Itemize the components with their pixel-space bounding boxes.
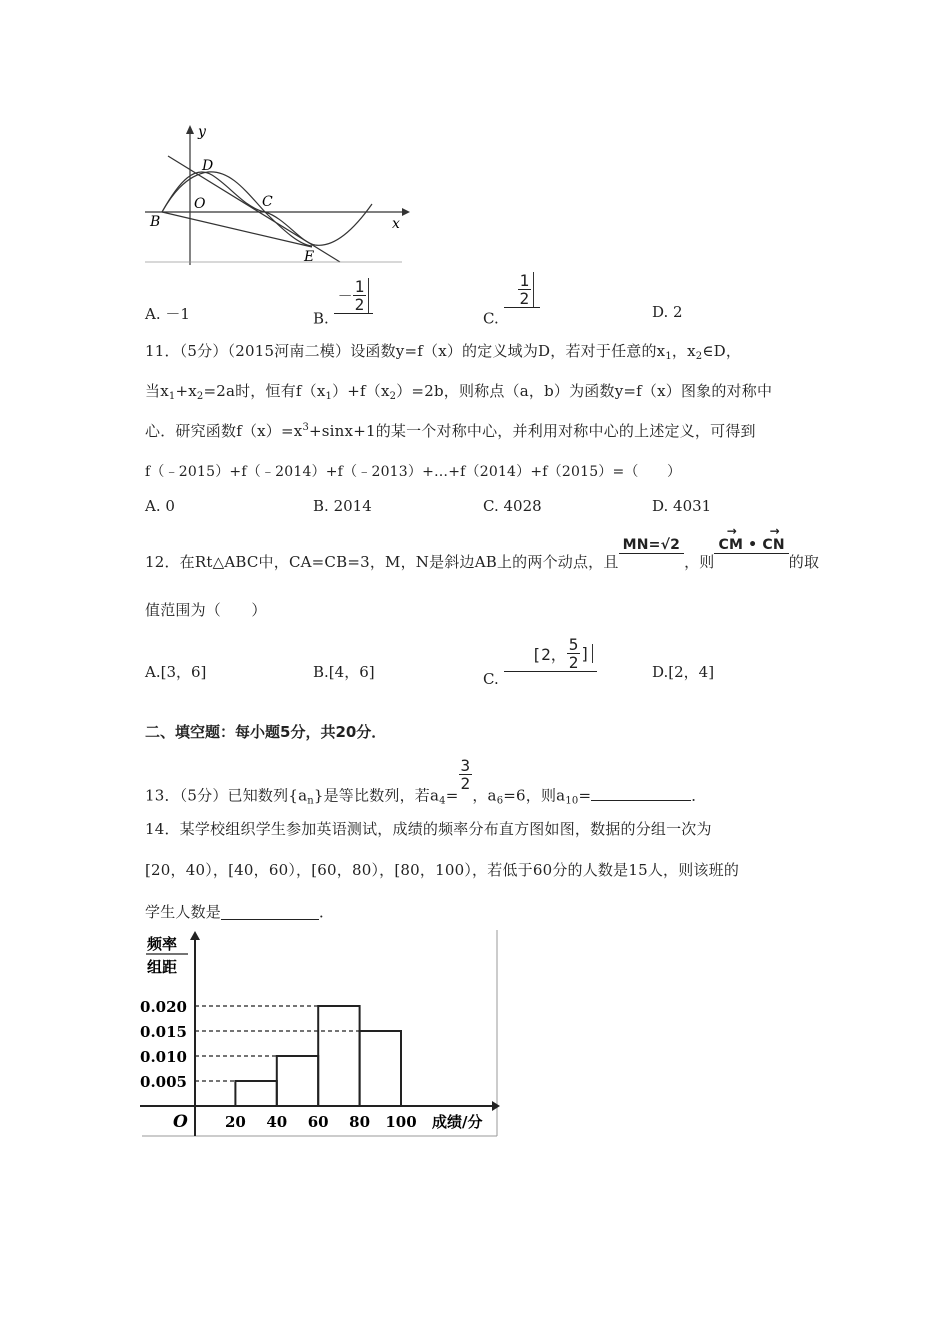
- q14-line-1: 14．某学校组织学生参加英语测试，成绩的频率分布直方图如图，数据的分组一次为: [145, 820, 712, 838]
- label-o: O: [194, 196, 206, 212]
- label-c: C: [262, 194, 273, 210]
- label-x: x: [392, 216, 400, 232]
- q14-answer-blank[interactable]: [221, 903, 319, 920]
- hist-x-tick-label: 100: [385, 1113, 417, 1131]
- label-d: D: [202, 158, 214, 174]
- hist-y-arrow-icon: [190, 931, 200, 940]
- hist-xlabel: 成绩/分: [432, 1113, 483, 1131]
- hist-ylabel-top: 频率: [147, 935, 178, 953]
- q13-answer-blank[interactable]: [591, 784, 691, 801]
- q11-line-4: f（﹣2015）+f（﹣2014）+f（﹣2013）+…+f（2014）+f（2015）=（ ）: [145, 464, 682, 480]
- section-heading: 二、填空题：每小题5分，共20分．: [145, 723, 387, 741]
- label-e: E: [304, 249, 315, 265]
- q11-option-b[interactable]: B. 2014: [313, 497, 372, 515]
- hist-y-tick-label: 0.010: [140, 1048, 187, 1066]
- q10-option-c[interactable]: C. $\frac{1}{2}$: [483, 272, 540, 328]
- q10-option-d[interactable]: D. 2: [652, 303, 683, 321]
- x-axis-arrow-icon: [402, 208, 410, 216]
- hist-y-tick-label: 0.015: [140, 1023, 187, 1041]
- hist-ylabel-bottom: 组距: [147, 958, 178, 976]
- q14-line-3: 学生人数是 ．: [145, 903, 335, 921]
- y-axis-arrow-icon: [186, 125, 194, 134]
- q11-line-1: 11．（5分）（2015河南二模）设函数y=f（x）的定义域为D，若对于任意的$x_1$，$x_2\in D$，: [145, 342, 742, 362]
- q12-option-d[interactable]: D.[2，4]: [652, 663, 715, 681]
- curve-cubic: [162, 172, 312, 246]
- q11-option-d[interactable]: D. 4031: [652, 497, 712, 515]
- q13-line: 13．（5分）已知数列$\{a_n\}$是等比数列，若$a_4=$ $\frac{3}{2}$ ，$a_6=6$，则$a_{10}=$ ．: [145, 756, 707, 807]
- q11-line-3: 心．研究函数$f(x)=x^3+\sin x+1$的某一个对称中心，并利用对称中心的上述定义，可得到: [145, 422, 756, 440]
- q12-line-1: 12．在Rt△ABC中，CA=CB=3，M，N是斜边AB上的两个动点，且MN=√2，则→ CM • → CN的取: [145, 551, 819, 572]
- hist-x-tick-label: 60: [307, 1113, 329, 1131]
- q14-line-2: [20，40），[40，60），[60，80），[80，100），若低于60分的人数是15人，则该班的: [145, 861, 740, 879]
- hist-origin-label: O: [173, 1112, 188, 1132]
- q12-line-2: 值范围为（ ）: [145, 601, 267, 619]
- hist-bar: [277, 1056, 318, 1106]
- hist-bar: [235, 1081, 276, 1106]
- hist-x-tick-label: 20: [224, 1113, 246, 1131]
- vector-product: → CM • → CN: [714, 537, 788, 554]
- q11-option-a[interactable]: A. 0: [145, 497, 175, 515]
- q12-option-b[interactable]: B.[4，6]: [313, 663, 375, 681]
- mn-formula: MN=√2: [619, 537, 684, 554]
- q11-option-c[interactable]: C. 4028: [483, 497, 542, 515]
- label-y: y: [198, 124, 206, 140]
- hist-x-tick-label: 40: [266, 1113, 288, 1131]
- q12-option-c[interactable]: C. [2， $\frac{5}{2}$ ]: [483, 636, 597, 688]
- line-be: [162, 212, 312, 247]
- label-b: B: [150, 214, 161, 230]
- q10-option-b[interactable]: B. － $\frac{1}{2}$: [313, 278, 373, 328]
- hist-x-arrow-icon: [492, 1101, 500, 1111]
- histogram-chart: [140, 928, 502, 1140]
- function-graph: [140, 120, 410, 270]
- q11-line-2: 当$x_1+x_2=2a$时，恒有$f(x_1)+f(x_2)=2b$，则称点（a，b）为函数y=f（x）图象的对称中: [145, 382, 773, 402]
- hist-x-tick-label: 80: [349, 1113, 371, 1131]
- hist-y-tick-label: 0.005: [140, 1073, 187, 1091]
- hist-bar: [360, 1031, 401, 1106]
- hist-bar: [318, 1006, 359, 1106]
- q12-option-a[interactable]: A.[3，6]: [145, 663, 207, 681]
- q10-option-a[interactable]: A. －1: [145, 305, 190, 323]
- hist-y-tick-label: 0.020: [140, 998, 187, 1016]
